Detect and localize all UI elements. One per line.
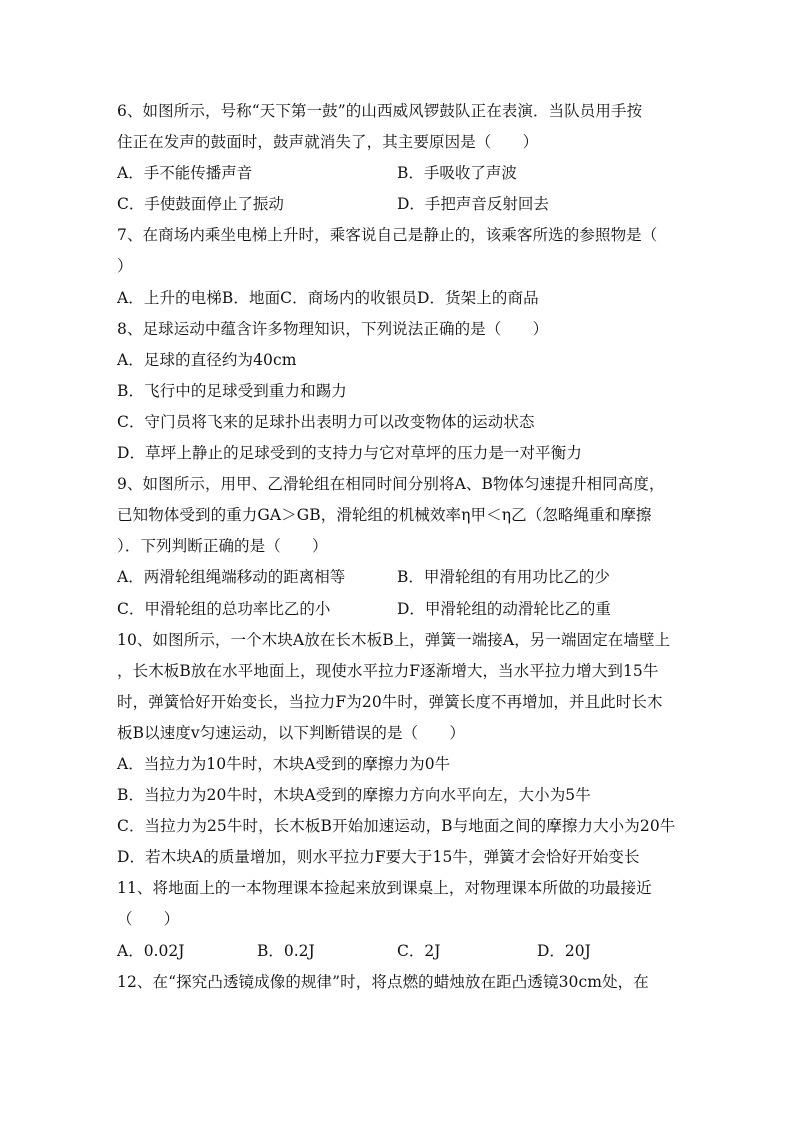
question-9-options-row-1 [117, 562, 677, 593]
question-8-option-b: B．飞行中的足球受到重力和踢力 [117, 381, 347, 400]
question-9-line-1: 9、如图所示，用甲、乙滑轮组在相同时间分别将A、B物体匀速提升相同高度， [117, 475, 665, 494]
question-6-option-b: B．手吸收了声波 [397, 164, 517, 183]
question-11-option-b: B．0.2J [257, 941, 315, 960]
question-10-line-3: 时，弹簧恰好开始变长，当拉力F为20牛时，弹簧长度不再增加，并且此时长木 [117, 692, 663, 711]
question-6-option-a: A．手不能传播声音 [117, 164, 253, 183]
question-11-option-c: C．2J [397, 941, 441, 960]
question-11-line-1: 11、将地面上的一本物理课本捡起来放到课桌上，对物理课本所做的功最接近 [117, 879, 652, 898]
question-6-options-row-2 [117, 189, 677, 220]
question-9-option-d: D．甲滑轮组的动滑轮比乙的重 [397, 599, 611, 618]
question-6-option-c: C．手使鼓面停止了振动 [117, 195, 284, 214]
question-11-line-2: （ ） [117, 910, 180, 929]
question-7-line-2: ） [117, 257, 133, 276]
question-8-option-a: A．足球的直径约为40cm [117, 350, 297, 369]
question-7-options: A．上升的电梯B．地面C．商场内的收银员D．货架上的商品 [117, 288, 539, 307]
question-6-options-row-1 [117, 158, 677, 189]
question-9-line-2: 已知物体受到的重力GA＞GB，滑轮组的机械效率η甲＜η乙（忽略绳重和摩擦 [117, 506, 652, 525]
question-11-option-d: D．20J [537, 941, 591, 960]
question-8-option-d: D．草坪上静止的足球受到的支持力与它对草坪的压力是一对平衡力 [117, 444, 582, 463]
question-10-option-a: A．当拉力为10牛时，木块A受到的摩擦力为0牛 [117, 754, 451, 773]
question-10-line-1: 10、如图所示，一个木块A放在长木板B上，弹簧一端接A，另一端固定在墙壁上 [117, 630, 671, 649]
question-9-option-a: A．两滑轮组绳端移动的距离相等 [117, 568, 346, 587]
question-9-option-b: B．甲滑轮组的有用功比乙的少 [397, 568, 610, 587]
question-8-line-1: 8、足球运动中蕴含许多物理知识，下列说法正确的是（ ） [117, 319, 549, 338]
document-page [117, 96, 677, 998]
question-11-options-row [117, 936, 677, 967]
question-11-option-a: A．0.02J [117, 941, 185, 960]
question-9-option-c: C．甲滑轮组的总功率比乙的小 [117, 599, 331, 618]
question-6-option-d: D．手把声音反射回去 [397, 195, 549, 214]
question-6-line-2: 住正在发声的鼓面时，鼓声就消失了，其主要原因是（ ） [117, 133, 539, 152]
question-7-line-1: 7、在商场内乘坐电梯上升时，乘客说自己是静止的，该乘客所选的参照物是（ [117, 226, 658, 245]
question-10-line-4: 板B以速度v匀速运动，以下判断错误的是（ ） [117, 723, 465, 742]
question-9-options-row-2 [117, 594, 677, 625]
question-10-line-2: ，长木板B放在水平地面上，现使水平拉力F逐渐增大，当水平拉力增大到15牛 [117, 661, 659, 680]
question-12-line-1: 12、在“探究凸透镜成像的规律”时，将点燃的蜡烛放在距凸透镜30cm处，在 [117, 972, 649, 991]
question-8-option-c: C．守门员将飞来的足球扑出表明力可以改变物体的运动状态 [117, 412, 535, 431]
question-6-line-1: 6、如图所示，号称“天下第一鼓”的山西威风锣鼓队正在表演．当队员用手按 [117, 102, 643, 120]
question-10-option-c: C．当拉力为25牛时，长木板B开始加速运动，B与地面之间的摩擦力大小为20牛 [117, 817, 676, 836]
question-10-option-b: B．当拉力为20牛时，木块A受到的摩擦力方向水平向左，大小为5牛 [117, 786, 591, 805]
question-10-option-d: D．若木块A的质量增加，则水平拉力F要大于15牛，弹簧才会恰好开始变长 [117, 848, 640, 867]
question-9-line-3: ）．下列判断正确的是（ ） [117, 537, 328, 556]
